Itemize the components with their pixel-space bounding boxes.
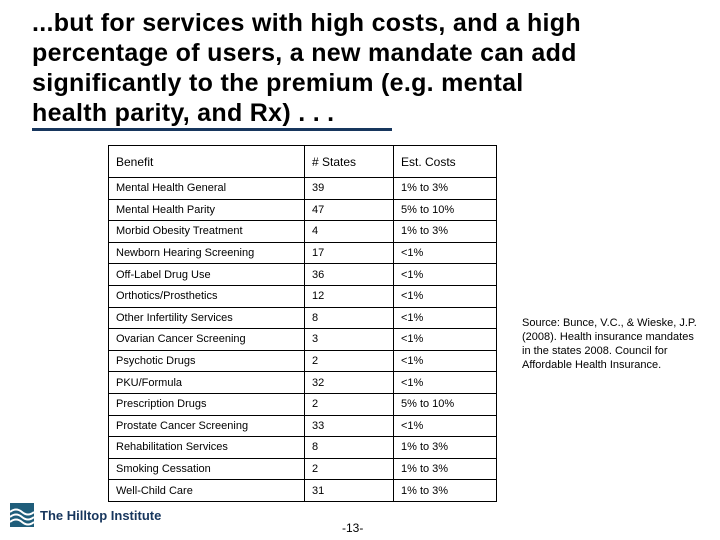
cell-costs: 1% to 3% [394, 458, 497, 480]
table-row [109, 178, 497, 200]
header-costs: Est. Costs [394, 146, 497, 178]
cell-costs: <1% [394, 329, 497, 351]
cell-benefit: Mental Health General [109, 178, 305, 200]
slide-title: ...but for services with high costs, and a high percentage of users, a new mandate can add significantly to the premium (e.g. mental health parity, and Rx) . . . [32, 9, 581, 127]
table-row [109, 264, 497, 286]
cell-costs: 5% to 10% [394, 199, 497, 221]
cell-costs: 1% to 3% [394, 178, 497, 200]
table-row [109, 242, 497, 264]
hilltop-logo-icon [10, 503, 34, 527]
cell-benefit: Prostate Cancer Screening [109, 415, 305, 437]
cell-costs: <1% [394, 415, 497, 437]
cell-states: 39 [305, 178, 394, 200]
cell-states: 17 [305, 242, 394, 264]
logo-text: The Hilltop Institute [40, 507, 162, 523]
table-row [109, 415, 497, 437]
cell-costs: 5% to 10% [394, 393, 497, 415]
cell-states: 2 [305, 393, 394, 415]
table-row [109, 480, 497, 502]
cell-benefit: Mental Health Parity [109, 199, 305, 221]
cell-benefit: Newborn Hearing Screening [109, 242, 305, 264]
table-row [109, 437, 497, 459]
cell-benefit: Morbid Obesity Treatment [109, 221, 305, 243]
table-row [109, 199, 497, 221]
table-row [109, 329, 497, 351]
cell-costs: 1% to 3% [394, 437, 497, 459]
cell-states: 2 [305, 350, 394, 372]
table-row [109, 350, 497, 372]
table-row [109, 458, 497, 480]
cell-benefit: Orthotics/Prosthetics [109, 285, 305, 307]
cell-costs: <1% [394, 372, 497, 394]
cell-costs: <1% [394, 264, 497, 286]
cell-states: 4 [305, 221, 394, 243]
title-underline [32, 128, 392, 131]
table-row [109, 307, 497, 329]
cell-states: 31 [305, 480, 394, 502]
cell-states: 12 [305, 285, 394, 307]
cell-benefit: Psychotic Drugs [109, 350, 305, 372]
cell-benefit: Rehabilitation Services [109, 437, 305, 459]
cell-benefit: Off-Label Drug Use [109, 264, 305, 286]
cell-costs: <1% [394, 350, 497, 372]
cell-costs: <1% [394, 242, 497, 264]
cell-benefit: Prescription Drugs [109, 393, 305, 415]
cell-costs: <1% [394, 307, 497, 329]
cell-costs: 1% to 3% [394, 221, 497, 243]
cell-states: 3 [305, 329, 394, 351]
header-states: # States [305, 146, 394, 178]
table-row [109, 285, 497, 307]
header-benefit: Benefit [109, 146, 305, 178]
cell-costs: 1% to 3% [394, 480, 497, 502]
cell-benefit: Other Infertility Services [109, 307, 305, 329]
table-row [109, 372, 497, 394]
table-header-row [109, 146, 497, 178]
cell-states: 33 [305, 415, 394, 437]
cell-benefit: Ovarian Cancer Screening [109, 329, 305, 351]
cell-states: 47 [305, 199, 394, 221]
cell-states: 2 [305, 458, 394, 480]
cell-states: 8 [305, 437, 394, 459]
cell-benefit: PKU/Formula [109, 372, 305, 394]
table-body [109, 178, 497, 502]
hilltop-logo [10, 503, 161, 527]
table-row [109, 393, 497, 415]
cell-states: 8 [305, 307, 394, 329]
cell-states: 32 [305, 372, 394, 394]
page-number: -13- [342, 521, 364, 535]
cell-benefit: Well-Child Care [109, 480, 305, 502]
benefits-table [108, 145, 497, 502]
cell-benefit: Smoking Cessation [109, 458, 305, 480]
source-citation: Source: Bunce, V.C., & Wieske, J.P. (2008). Health insurance mandates in the states 2008. Council for Affordable Health Insurance. [522, 317, 697, 371]
cell-states: 36 [305, 264, 394, 286]
cell-costs: <1% [394, 285, 497, 307]
table-row [109, 221, 497, 243]
